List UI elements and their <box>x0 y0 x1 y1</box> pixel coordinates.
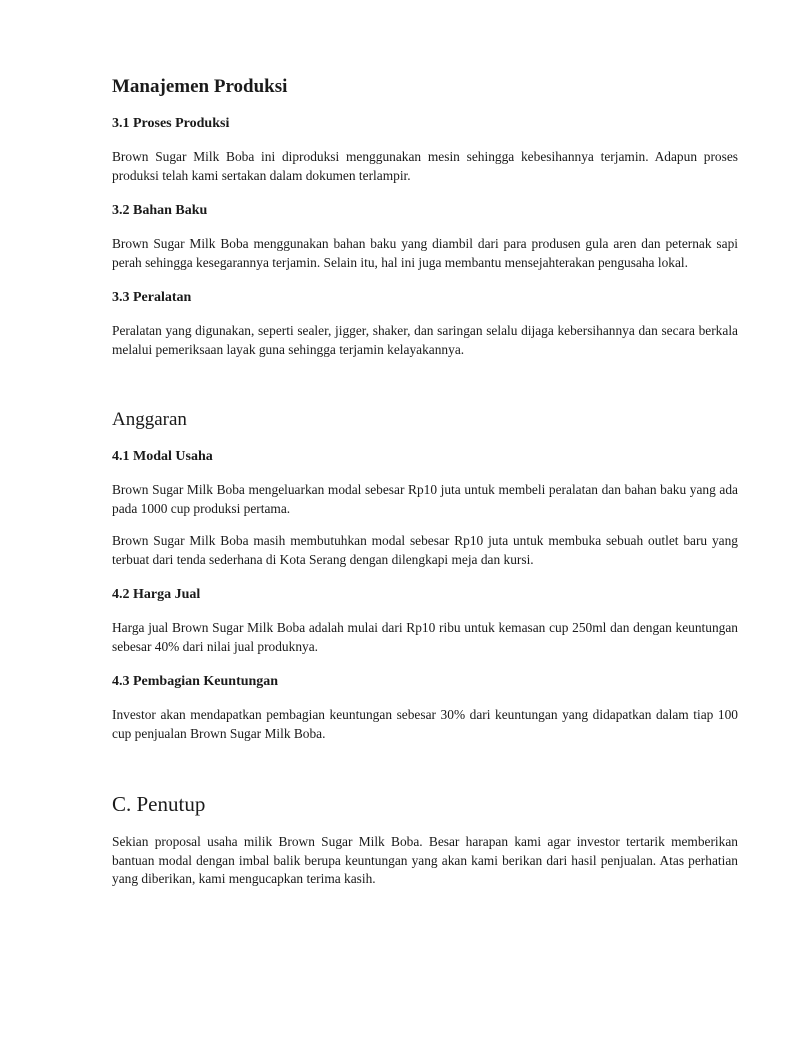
subsection-heading-bahan-baku: 3.2 Bahan Baku <box>112 203 208 218</box>
subsection-heading-harga-jual: 4.2 Harga Jual <box>112 587 201 602</box>
paragraph-peralatan: Peralatan yang digunakan, seperti sealer, jigger, shaker, dan saringan selalu dijaga kebersihannya dan secara berkala melalui pemeriksaan layak guna sehingga terjamin kelayakannya. <box>112 323 738 357</box>
paragraph-modal-usaha-2: Brown Sugar Milk Boba masih membutuhkan modal sebesar Rp10 juta untuk membuka sebuah outlet baru yang terbuat dari tenda sederhana di Kota Serang dengan dilengkapi meja dan kursi. <box>112 533 738 567</box>
paragraph-proses-produksi: Brown Sugar Milk Boba ini diproduksi menggunakan mesin sehingga kebesihannya terjamin. Adapun proses produksi telah kami sertakan dalam dokumen terlampir. <box>112 149 738 183</box>
paragraph-penutup: Sekian proposal usaha milik Brown Sugar Milk Boba. Besar harapan kami agar investor tertarik memberikan bantuan modal dengan imbal balik berupa keuntungan yang akan kami berikan dari hasil penjualan. Atas perhatian yang diberikan, kami mengucapkan terima kasih. <box>112 834 738 886</box>
paragraph-modal-usaha-1: Brown Sugar Milk Boba mengeluarkan modal sebesar Rp10 juta untuk membeli peralatan dan bahan baku yang ada pada 1000 cup produksi pertama. <box>112 482 738 516</box>
paragraph-pembagian-keuntungan: Investor akan mendapatkan pembagian keuntungan sebesar 30% dari keuntungan yang didapatkan dalam tiap 100 cup penjualan Brown Sugar Milk Boba. <box>112 707 738 741</box>
section-title-manajemen-produksi: Manajemen Produksi <box>112 76 288 97</box>
section-title-penutup: C. Penutup <box>112 792 206 816</box>
subsection-heading-pembagian-keuntungan: 4.3 Pembagian Keuntungan <box>112 674 279 689</box>
document-content <box>112 72 738 889</box>
paragraph-harga-jual: Harga jual Brown Sugar Milk Boba adalah mulai dari Rp10 ribu untuk kemasan cup 250ml dan dengan keuntungan sebesar 40% dari nilai jual produknya. <box>112 620 738 654</box>
section-title-anggaran: Anggaran <box>112 409 187 430</box>
subsection-heading-peralatan: 3.3 Peralatan <box>112 290 192 305</box>
paragraph-bahan-baku: Brown Sugar Milk Boba menggunakan bahan baku yang diambil dari para produsen gula aren dan peternak sapi perah sehingga kesegarannya terjamin. Selain itu, hal ini juga membantu mensejahterakan pengusaha lokal. <box>112 236 738 270</box>
subsection-heading-modal-usaha: 4.1 Modal Usaha <box>112 449 213 464</box>
subsection-heading-proses-produksi: 3.1 Proses Produksi <box>112 116 230 131</box>
